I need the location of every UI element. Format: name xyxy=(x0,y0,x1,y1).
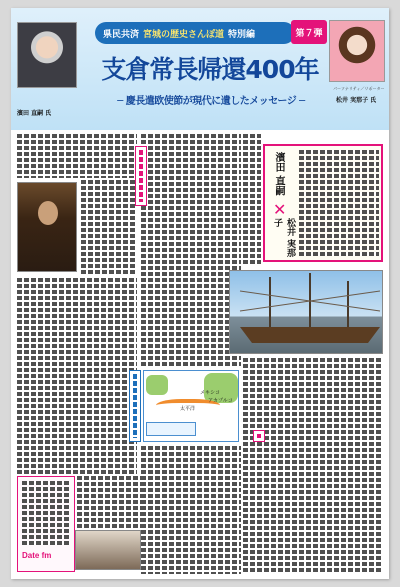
article-text-block xyxy=(77,476,141,528)
series-banner xyxy=(95,22,295,44)
promo-text xyxy=(22,481,70,545)
guest-name-hamada: 濱田 直嗣 氏 xyxy=(17,110,52,117)
interview-box xyxy=(263,144,383,262)
article-text-block xyxy=(243,134,261,264)
radio-promo-box xyxy=(17,476,75,572)
guest-name-matsui: 松井 実那子 氏 xyxy=(336,97,377,104)
cross-mark: ✕ xyxy=(273,200,287,219)
map-label-mexico: メキシコ xyxy=(200,390,220,396)
radio-studio-photo xyxy=(75,530,141,570)
guest-photo-hamada xyxy=(17,22,77,88)
map-caption-box xyxy=(146,422,196,436)
intro-text xyxy=(299,150,379,256)
map-label-acapulco: アカプルコ xyxy=(208,398,233,404)
article-text-block xyxy=(17,278,137,474)
guest-photo-matsui xyxy=(329,20,385,82)
guest-one-name: 濱田 直嗣 xyxy=(273,152,284,196)
ship-icon xyxy=(230,271,383,354)
page-subtitle: ─ 慶長遣欧使節が現代に遺したメッセージ ─ xyxy=(117,96,305,107)
page-header xyxy=(11,8,389,130)
article-text-block xyxy=(141,446,241,574)
map-land-japan xyxy=(146,375,168,395)
series-label: 県民共済 xyxy=(103,29,140,40)
station-logo: Date fm xyxy=(22,551,52,560)
article-text-block xyxy=(17,134,137,178)
guest-role-matsui: パーソナリティ／リポーター xyxy=(333,86,385,91)
sailing-ship-photo xyxy=(229,270,383,354)
section-heading xyxy=(129,370,141,442)
section-heading xyxy=(135,146,147,206)
series-special-label: 特別編 xyxy=(228,29,256,40)
article-text-block xyxy=(243,358,383,574)
series-name: 宮城の歴史さんぽ道 xyxy=(143,29,225,40)
section-heading xyxy=(253,430,265,442)
article-text-block xyxy=(81,180,137,276)
episode-badge: 第７弾 xyxy=(291,20,327,44)
page-title: 支倉常長帰還400年 xyxy=(101,55,319,84)
portrait-hasekura-image xyxy=(17,182,77,272)
article-text-block xyxy=(141,134,241,366)
article-body xyxy=(11,130,389,579)
newspaper-page xyxy=(11,8,389,579)
map-label-pacific: 太平洋 xyxy=(180,406,196,412)
guest-two-name: 松井 実那子 xyxy=(272,218,295,258)
